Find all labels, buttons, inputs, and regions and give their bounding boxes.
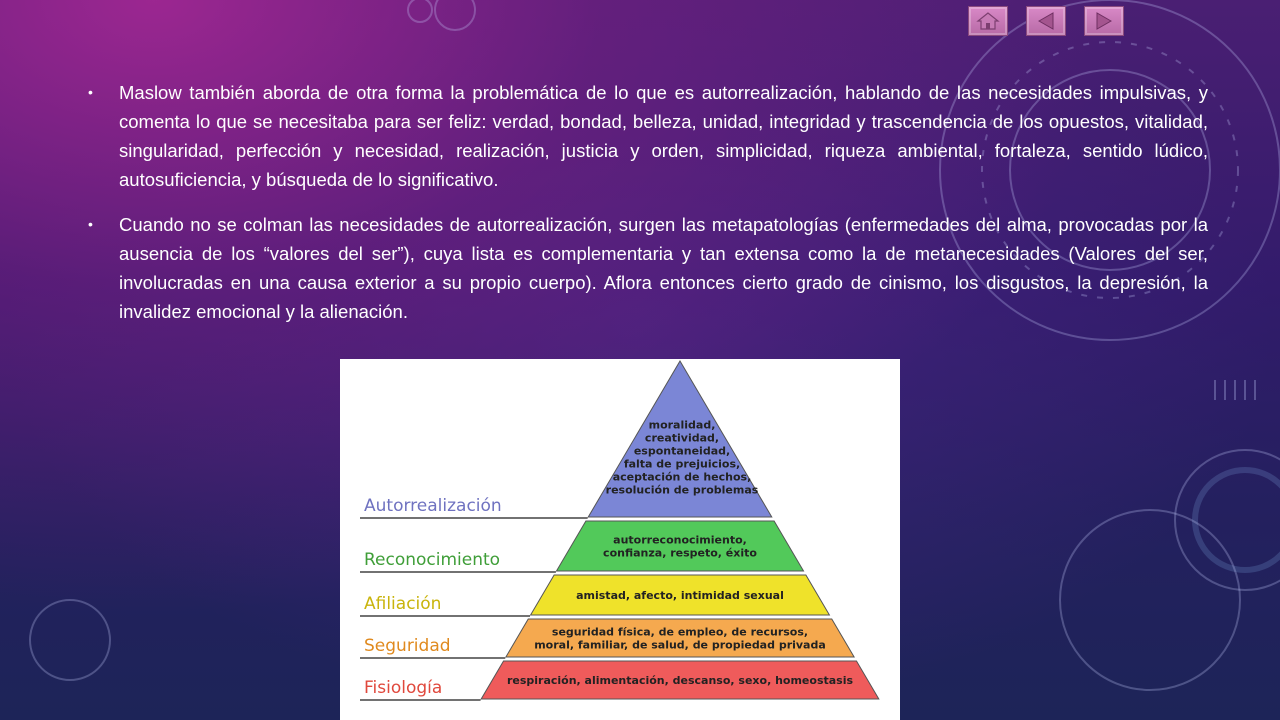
tier-description-text: seguridad física, de empleo, de recursos, <box>551 625 809 639</box>
tier-description-text: confianza, respeto, éxito <box>603 546 757 560</box>
tier-name-label: Fisiología <box>364 678 443 698</box>
home-button[interactable] <box>968 6 1008 36</box>
home-icon <box>976 11 1000 31</box>
deco-ring <box>408 0 432 22</box>
tier-description-text: resolución de problemas <box>605 483 759 497</box>
bullet-item <box>88 78 1208 194</box>
deco-ring <box>435 0 475 30</box>
tier-description-text: respiración, alimentación, descanso, sexo, homeostasis <box>506 674 854 687</box>
tier-description-text: amistad, afecto, intimidad sexual <box>576 589 784 602</box>
next-slide-button[interactable] <box>1084 6 1124 36</box>
tier-description-text: autorreconocimiento, <box>613 533 747 547</box>
tier-description-text: aceptación de hechos, <box>612 470 752 484</box>
previous-slide-button[interactable] <box>1026 6 1066 36</box>
tier-description-text: moralidad, <box>648 418 716 432</box>
deco-ring <box>30 600 110 680</box>
triangle-right-icon <box>1093 11 1115 31</box>
tier-description-text: creatividad, <box>644 431 720 445</box>
triangle-left-icon <box>1035 11 1057 31</box>
maslow-pyramid <box>340 359 900 720</box>
slide-navigation <box>968 6 1124 36</box>
bullet-dot-icon: • <box>88 216 93 232</box>
deco-ring <box>1195 470 1280 570</box>
maslow-pyramid-image <box>340 359 900 720</box>
tier-description-text: falta de prejuicios, <box>623 457 741 471</box>
tier-name-label: Reconocimiento <box>364 550 501 570</box>
tier-name-label: Autorrealización <box>364 496 502 516</box>
bullet-text: Cuando no se colman las necesidades de autorrealización, surgen las metapatologías (enfermedades del alma, provocadas por la ausencia de los “valores del ser”), cuya lista es complementaria y tan extensa como la de metanecesidades (Valores del ser, involucradas en una causa exterior a su propio cuerpo). Aflora entonces cierto grado de cinismo, los disgustos, la depresión, la invalidez emocional y la alienación. <box>119 214 1208 322</box>
slide-body <box>88 78 1208 342</box>
tier-description-text: moral, familiar, de salud, de propiedad privada <box>534 638 826 652</box>
tier-name-label: Afiliación <box>364 594 442 614</box>
bullet-text: Maslow también aborda de otra forma la problemática de lo que es autorrealización, hablando de las necesidades impulsivas, y comenta lo que se necesitaba para ser feliz: verdad, bondad, belleza, unidad, integridad y trascendencia de los opuestos, vitalidad, singularidad, perfección y necesidad, realización, justicia y orden, simplicidad, riqueza ambiental, fortaleza, sentido lúdico, autosuficiencia, y búsqueda de lo significativo. <box>119 82 1208 190</box>
deco-ring <box>1175 450 1280 590</box>
bullet-dot-icon: • <box>88 84 93 100</box>
tier-description-text: espontaneidad, <box>633 444 731 458</box>
bullet-item <box>88 210 1208 326</box>
deco-ring <box>1060 510 1240 690</box>
tier-name-label: Seguridad <box>364 636 451 656</box>
